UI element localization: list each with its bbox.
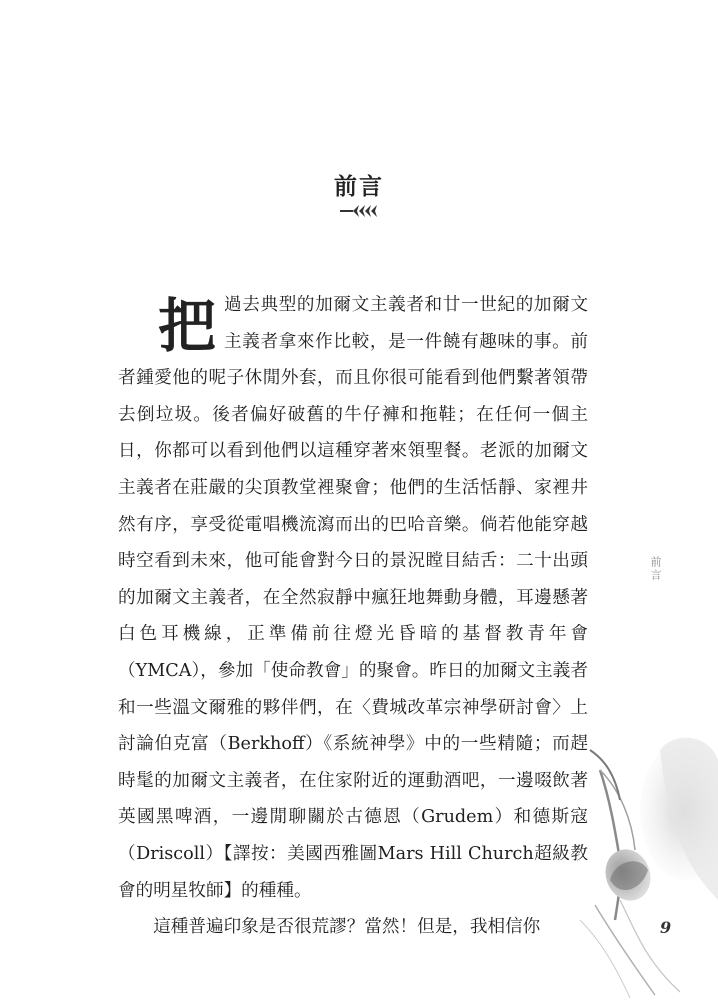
ornament-icon xyxy=(339,203,379,219)
paragraph-1 xyxy=(118,287,588,909)
drop-cap: 把 xyxy=(158,292,217,360)
paragraph-2: 這種普遍印象是否很荒謬？當然！但是，我相信你 xyxy=(153,917,541,938)
paragraph-1-text: 過去典型的加爾文主義者和廿一世紀的加爾文主義者拿來作比較，是一件饒有趣味的事。前者鍾愛他的呢子休閒外套，而且你很可能看到他們繫著領帶去倒垃圾。後者偏好破舊的牛仔褲和拖鞋；在任何一個主日，你都可以看到他們以這種穿著來領聖餐。老派的加爾文主義者在莊嚴的尖頂教堂裡聚會；他們的生活恬靜、家裡井然有序，享受從電唱機流瀉而出的巴哈音樂。倘若他能穿越時空看到未來，他可能會對今日的景況瞠目結舌：二十出頭的加爾文主義者，在全然寂靜中瘋狂地舞動身體，耳邊懸著白色耳機線，正準備前往燈光昏暗的基督教青年會（YMCA），參加「使命教會」的聚會。昨日的加爾文主義者和一些溫文爾雅的夥伴們，在〈費城改革宗神學研討會〉上討論伯克富（Berkhoff）《系統神學》中的一些精隨；而趕時髦的加爾文主義者，在住家附近的運動酒吧，一邊啜飲著英國黑啤酒，一邊閒聊關於古德恩（Grudem）和德斯寇（Driscoll）【譯按：美國西雅圖Mars Hill Church超級教會的明星牧師】的種種。 xyxy=(118,295,588,901)
page-number: 9 xyxy=(660,918,672,937)
chapter-title: 前言 xyxy=(334,173,384,200)
body-text xyxy=(118,287,588,946)
running-header: 前言 xyxy=(649,556,662,582)
